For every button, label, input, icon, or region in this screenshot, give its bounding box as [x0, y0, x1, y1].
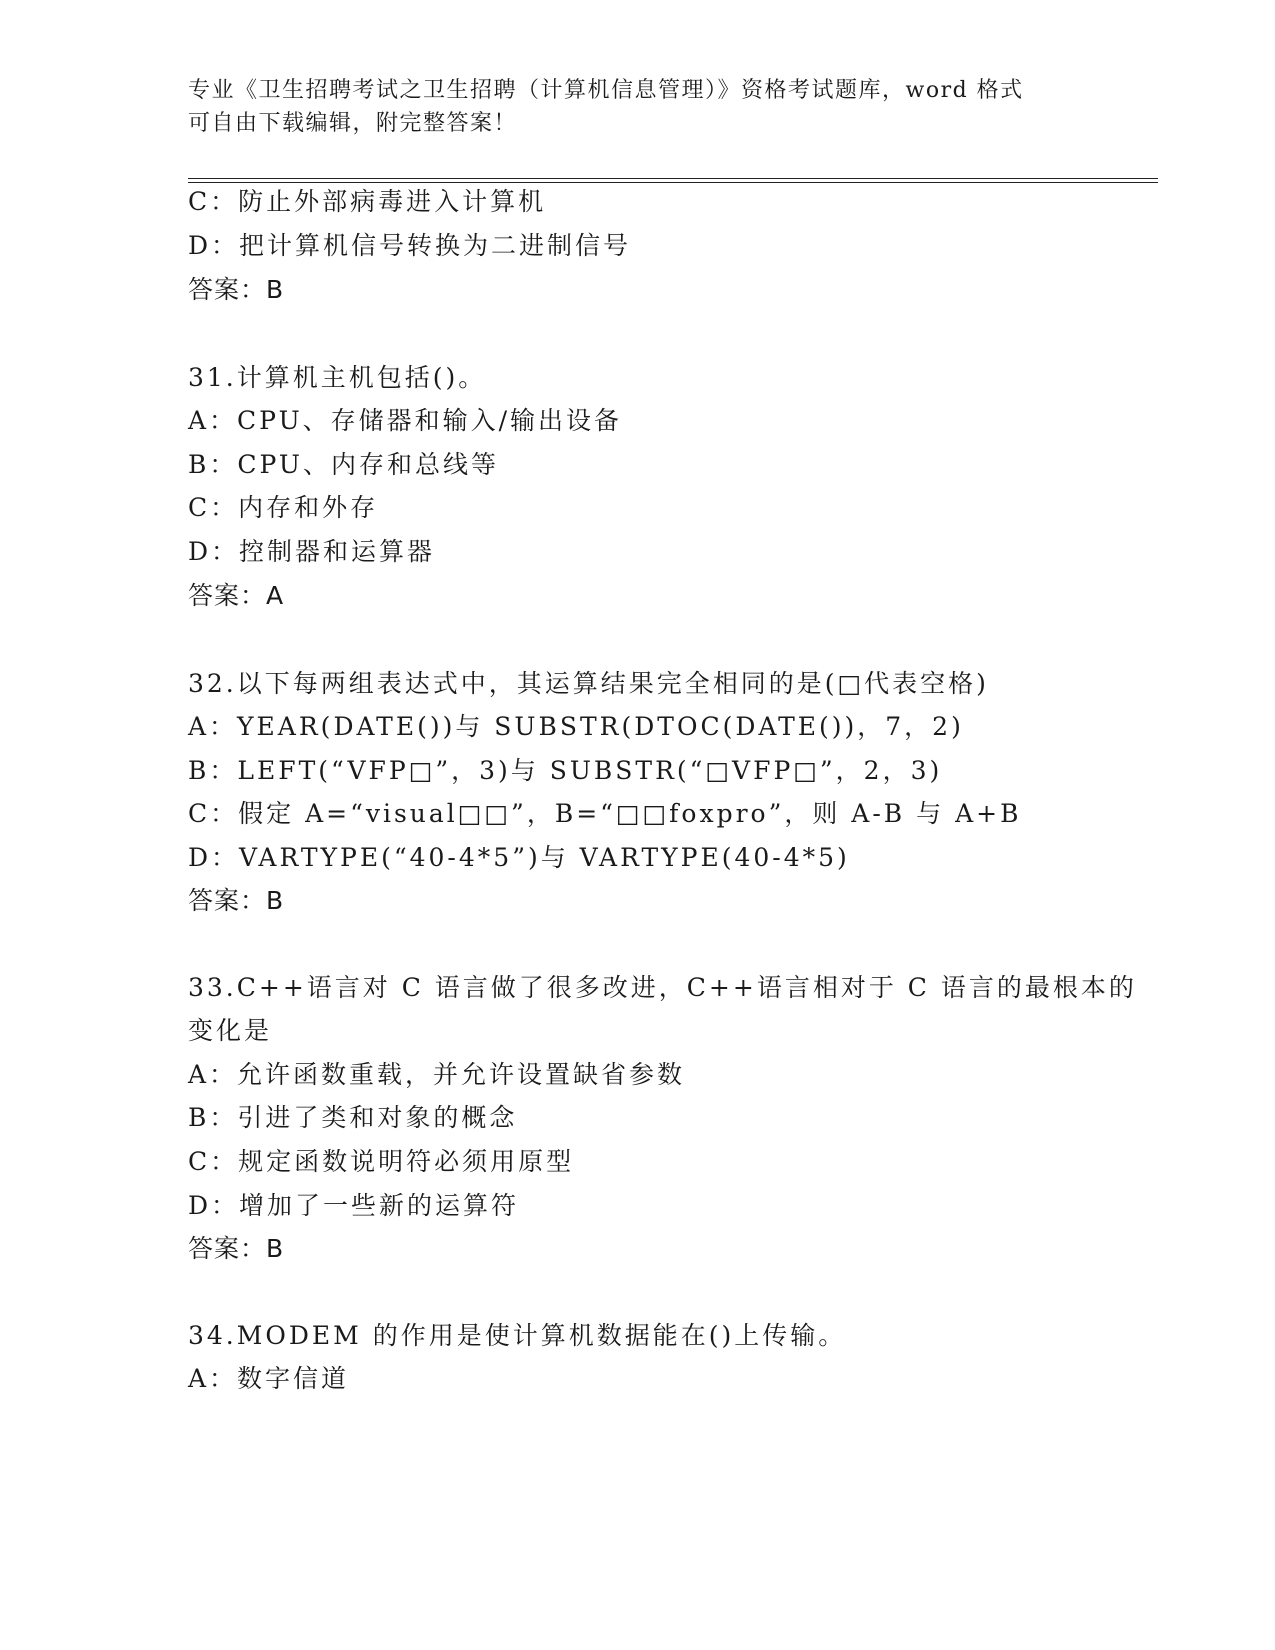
option-d-q30: D：把计算机信号转换为二进制信号 [188, 231, 632, 260]
question-33: 33.C++语言对 C 语言做了很多改进，C++语言相对于 C 语言的最根本的 [188, 973, 1137, 1002]
option-a-q33: A：允许函数重载，并允许设置缺省参数 [188, 1060, 686, 1089]
answer-q31: 答案：A [188, 581, 285, 610]
option-b-q31: B：CPU、内存和总线等 [188, 450, 499, 479]
question-32: 32.以下每两组表达式中，其运算结果完全相同的是(□代表空格) [188, 669, 989, 698]
header-divider-bottom [188, 182, 1158, 183]
header-line-1: 专业《卫生招聘考试之卫生招聘（计算机信息管理）》资格考试题库，word 格式 [188, 78, 1024, 103]
option-a-q32: A：YEAR(DATE())与 SUBSTR(DTOC(DATE())，7，2) [188, 712, 964, 741]
option-a-q34: A：数字信道 [188, 1364, 350, 1393]
question-33-continued: 变化是 [188, 1016, 273, 1045]
answer-q33: 答案：B [188, 1234, 285, 1263]
header-divider-top [188, 178, 1158, 179]
option-c-q33: C：规定函数说明符必须用原型 [188, 1147, 575, 1176]
option-d-q32: D：VARTYPE(“40-4*5”)与 VARTYPE(40-4*5) [188, 843, 850, 872]
document-header [188, 74, 1088, 140]
option-a-q31: A：CPU、存储器和输入/输出设备 [188, 406, 623, 435]
question-31: 31.计算机主机包括()。 [188, 363, 487, 392]
option-d-q31: D：控制器和运算器 [188, 537, 436, 566]
header-line-2: 可自由下载编辑，附完整答案！ [188, 111, 518, 136]
option-c-q30: C：防止外部病毒进入计算机 [188, 187, 547, 216]
question-34: 34.MODEM 的作用是使计算机数据能在()上传输。 [188, 1321, 847, 1350]
option-b-q33: B：引进了类和对象的概念 [188, 1103, 518, 1132]
answer-q32: 答案：B [188, 886, 285, 915]
option-c-q31: C：内存和外存 [188, 493, 379, 522]
option-c-q32: C：假定 A=“visual□□”，B=“□□foxpro”，则 A-B 与 A+B [188, 799, 1022, 828]
answer-q30: 答案：B [188, 275, 285, 304]
option-d-q33: D：增加了一些新的运算符 [188, 1191, 520, 1220]
option-b-q32: B：LEFT(“VFP□”，3)与 SUBSTR(“□VFP□”，2，3) [188, 756, 943, 785]
